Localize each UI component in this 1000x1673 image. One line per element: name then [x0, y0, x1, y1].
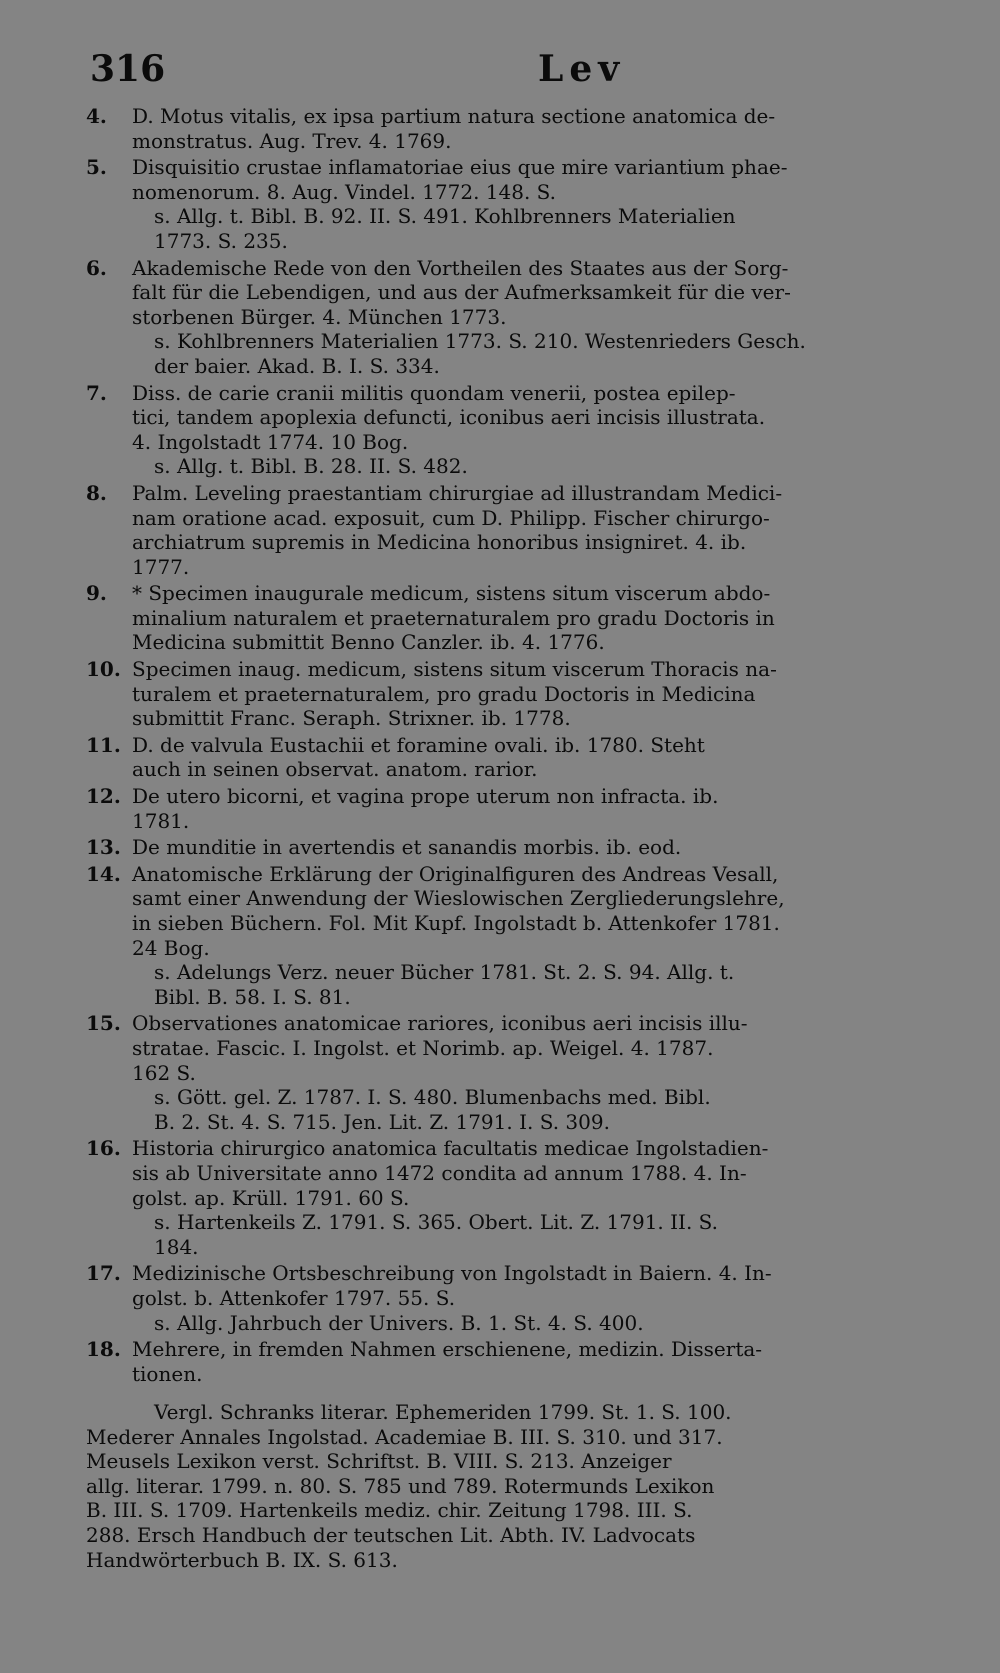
entry-number: 10.	[86, 657, 121, 682]
bibliography-entry	[86, 657, 890, 731]
entry-body	[132, 1136, 890, 1259]
entry-number: 7.	[86, 380, 107, 405]
bibliography-entry	[86, 784, 890, 833]
entry-text-line: Medizinische Ortsbeschreibung von Ingolstadt in Baiern. 4. In-	[132, 1261, 772, 1286]
entry-text-line: D. Motus vitalis, ex ipsa partium natura sectione anatomica de-	[132, 104, 776, 128]
entry-body	[132, 1337, 890, 1386]
page-header	[90, 48, 900, 96]
entry-text-line: Palm. Leveling praestantiam chirurgiae ad illustrandam Medici-	[132, 480, 783, 505]
entry-number: 8.	[86, 480, 107, 505]
entry-body	[132, 657, 890, 731]
cross-reference-line: Mederer Annales Ingolstad. Academiae B. III. S. 310. und 317.	[86, 1424, 723, 1449]
entry-text-line: auch in seinen observat. anatom. rarior.	[132, 757, 538, 782]
entry-text-line: tionen.	[132, 1361, 203, 1386]
entry-reference-line: s. Allg. Jahrbuch der Univers. B. 1. St. 4. S. 400.	[154, 1310, 644, 1335]
cross-reference-line: 288. Ersch Handbuch der teutschen Lit. Abth. IV. Ladvocats	[86, 1522, 696, 1547]
entry-number: 14.	[86, 861, 121, 886]
bibliography-entry	[86, 835, 890, 860]
entry-text-line: Disquisitio crustae inflamatoriae eius que mire variantium phae-	[132, 155, 788, 180]
entry-body	[132, 784, 890, 833]
bibliography-entry	[86, 481, 890, 579]
bibliography-entry	[86, 1261, 890, 1335]
entry-text-line: monstratus. Aug. Trev. 4. 1769.	[132, 128, 452, 153]
entry-body	[132, 104, 890, 153]
entry-body	[132, 481, 890, 579]
entry-number: 11.	[86, 732, 121, 757]
bibliography-entry	[86, 581, 890, 655]
entry-reference-line: Bibl. B. 58. I. S. 81.	[154, 984, 351, 1009]
entry-text-line: De munditie in avertendis et sanandis morbis. ib. eod.	[132, 835, 682, 860]
entry-text-line: storbenen Bürger. 4. München 1773.	[132, 304, 507, 329]
bibliography-entry	[86, 1011, 890, 1134]
entry-text-line: sis ab Universitate anno 1472 condita ad annum 1788. 4. In-	[132, 1160, 747, 1185]
entry-text-line: falt für die Lebendigen, und aus der Aufmerksamkeit für die ver-	[132, 280, 791, 305]
entry-text-line: Akademische Rede von den Vortheilen des Staates aus der Sorg-	[132, 255, 789, 280]
entry-text-line: samt einer Anwendung der Wieslowischen Zergliederungslehre,	[132, 886, 785, 911]
entry-reference-line: s. Hartenkeils Z. 1791. S. 365. Obert. Lit. Z. 1791. II. S.	[154, 1210, 719, 1235]
entry-text-line: Anatomische Erklärung der Originalfiguren des Andreas Vesall,	[132, 861, 779, 886]
entry-number: 5.	[86, 155, 107, 180]
entry-text-line: nam oratione acad. exposuit, cum D. Philipp. Fischer chirurgo-	[132, 505, 770, 530]
bibliography-entry	[86, 1337, 890, 1386]
entry-text-line: 24 Bog.	[132, 935, 210, 960]
entry-reference-line: 184.	[154, 1234, 199, 1259]
entry-number: 12.	[86, 784, 121, 809]
entry-body	[132, 1011, 890, 1134]
bibliography-entries	[86, 104, 890, 1388]
entry-body	[132, 381, 890, 479]
cross-reference-line: Handwörterbuch B. IX. S. 613.	[86, 1547, 398, 1572]
entry-number: 9.	[86, 581, 107, 606]
running-head: Lev	[538, 48, 626, 90]
entry-number: 13.	[86, 835, 121, 860]
entry-reference-line: s. Allg. t. Bibl. B. 92. II. S. 491. Kohlbrenners Materialien	[154, 204, 736, 229]
entry-body	[132, 835, 890, 860]
bibliography-entry	[86, 256, 890, 379]
entry-reference-line: s. Gött. gel. Z. 1787. I. S. 480. Blumenbachs med. Bibl.	[154, 1085, 711, 1110]
cross-reference-line: B. III. S. 1709. Hartenkeils mediz. chir. Zeitung 1798. III. S.	[86, 1498, 693, 1523]
entry-text-line: Diss. de carie cranii militis quondam venerii, postea epilep-	[132, 380, 736, 405]
entry-text-line: minalium naturalem et praeternaturalem pro gradu Doctoris in	[132, 605, 775, 630]
entry-reference-line: B. 2. St. 4. S. 715. Jen. Lit. Z. 1791. I. S. 309.	[154, 1109, 610, 1134]
entry-text-line: De utero bicorni, et vagina prope uterum non infracta. ib.	[132, 784, 719, 809]
entry-number: 16.	[86, 1136, 121, 1161]
page-number: 316	[90, 48, 166, 90]
entry-text-line: 4. Ingolstadt 1774. 10 Bog.	[132, 429, 409, 454]
entry-text-line: in sieben Büchern. Fol. Mit Kupf. Ingolstadt b. Attenkofer 1781.	[132, 911, 780, 935]
cross-reference-line: Vergl. Schranks literar. Ephemeriden 1799. St. 1. S. 100.	[154, 1400, 732, 1424]
bibliography-entry	[86, 155, 890, 253]
entry-text-line: golst. b. Attenkofer 1797. 55. S.	[132, 1285, 456, 1310]
entry-text-line: tici, tandem apoplexia defuncti, iconibus aeri incisis illustrata.	[132, 405, 766, 430]
entry-text-line: Observationes anatomicae rariores, iconibus aeri incisis illu-	[132, 1011, 748, 1036]
entry-text-line: Mehrere, in fremden Nahmen erschienene, medizin. Disserta-	[132, 1337, 763, 1362]
bibliography-entry	[86, 733, 890, 782]
entry-reference-line: s. Allg. t. Bibl. B. 28. II. S. 482.	[154, 454, 468, 479]
entry-text-line: Historia chirurgico anatomica facultatis medicae Ingolstadien-	[132, 1136, 769, 1161]
entry-body	[132, 256, 890, 379]
entry-text-line: nomenorum. 8. Aug. Vindel. 1772. 148. S.	[132, 179, 557, 204]
bibliography-entry	[86, 862, 890, 1010]
bibliography-entry	[86, 381, 890, 479]
entry-body	[132, 1261, 890, 1335]
entry-body	[132, 581, 890, 655]
cross-references	[86, 1400, 890, 1572]
entry-text-line: Medicina submittit Benno Canzler. ib. 4. 1776.	[132, 630, 605, 655]
entry-text-line: 1777.	[132, 554, 190, 579]
entry-body	[132, 733, 890, 782]
entry-reference-line: 1773. S. 235.	[154, 228, 288, 253]
entry-text-line: D. de valvula Eustachii et foramine ovali. ib. 1780. Steht	[132, 732, 705, 757]
entry-number: 17.	[86, 1261, 121, 1286]
entry-text-line: stratae. Fascic. I. Ingolst. et Norimb. ap. Weigel. 4. 1787.	[132, 1035, 714, 1060]
entry-text-line: golst. ap. Krüll. 1791. 60 S.	[132, 1185, 410, 1210]
entry-body	[132, 155, 890, 253]
entry-reference-line: der baier. Akad. B. I. S. 334.	[154, 353, 440, 378]
entry-text-line: * Specimen inaugurale medicum, sistens situm viscerum abdo-	[132, 581, 771, 606]
entry-text-line: 162 S.	[132, 1060, 196, 1085]
entry-number: 6.	[86, 255, 107, 280]
bibliography-entry	[86, 104, 890, 153]
entry-text-line: 1781.	[132, 808, 190, 833]
entry-number: 18.	[86, 1337, 121, 1362]
entry-body	[132, 862, 890, 1010]
cross-reference-line: Meusels Lexikon verst. Schriftst. B. VIII. S. 213. Anzeiger	[86, 1449, 672, 1474]
entry-text-line: turalem et praeternaturalem, pro gradu Doctoris in Medicina	[132, 681, 756, 706]
entry-text-line: Specimen inaug. medicum, sistens situm viscerum Thoracis na-	[132, 657, 777, 682]
cross-reference-line: allg. literar. 1799. n. 80. S. 785 und 789. Rotermunds Lexikon	[86, 1473, 715, 1498]
entry-text-line: submittit Franc. Seraph. Strixner. ib. 1778.	[132, 706, 571, 731]
entry-number: 15.	[86, 1011, 121, 1036]
entry-reference-line: s. Adelungs Verz. neuer Bücher 1781. St. 2. S. 94. Allg. t.	[154, 960, 735, 985]
bibliography-entry	[86, 1136, 890, 1259]
entry-text-line: archiatrum supremis in Medicina honoribus insigniret. 4. ib.	[132, 530, 747, 555]
entry-reference-line: s. Kohlbrenners Materialien 1773. S. 210. Westenrieders Gesch.	[154, 329, 806, 354]
entry-number: 4.	[86, 104, 107, 128]
